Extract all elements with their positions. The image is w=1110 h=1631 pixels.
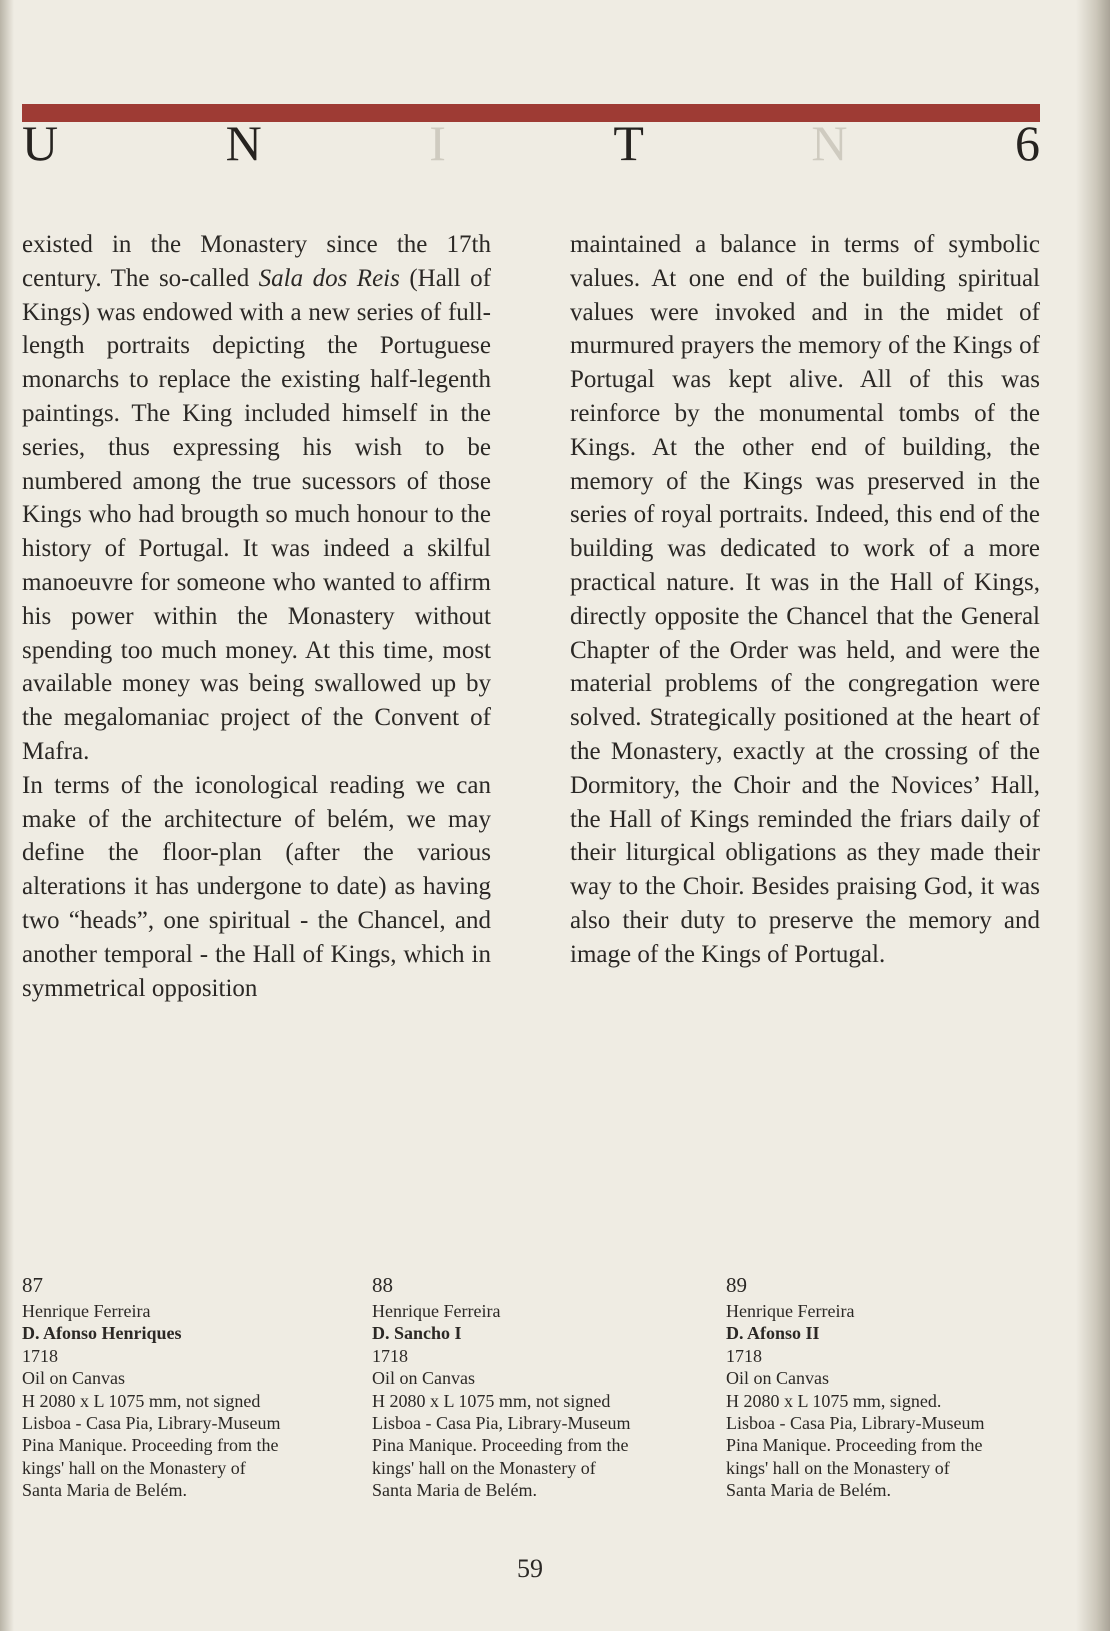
body-text: existed in the Monastery since the 17th century. The so-called [22,231,491,292]
header-letter-t: T [613,115,644,171]
caption-title: D. Sancho I [372,1323,462,1344]
caption-provenance: kings' hall on the Monastery of [22,1457,246,1478]
page-number: 59 [517,1554,543,1583]
caption-artist: Henrique Ferreira [22,1301,151,1321]
body-text: (Hall of Kings) was endowed with a new series of full-length portraits depicting the Portuguese monarchs to replace the existing half-legenth paintings. The King included himself in the series, thus expressing his wish to be numbered among the true sucessors of those Kings who had brougth so much honour to the history of Portugal. It was indeed a skilful manoeuvre for someone who wanted to affirm his power within the Monastery without spending too much money. At this time, most available money was being swallowed up by the megalomaniac project of the Convent of Mafra. [22,264,491,765]
caption-number: 88 [372,1273,393,1297]
caption-provenance: kings' hall on the Monastery of [726,1457,950,1478]
header-letter-n: N [225,115,262,171]
unit-header [22,112,1040,171]
caption-artist: Henrique Ferreira [726,1301,855,1321]
caption-provenance: Santa Maria de Belém. [726,1480,891,1501]
body-column-right [570,228,1040,972]
caption-number: 89 [726,1273,747,1297]
caption-title: D. Afonso II [726,1323,820,1344]
caption-provenance: Pina Manique. Proceeding from the [372,1435,629,1456]
body-paragraph: maintained a balance in terms of symbolic values. At one end of the building spiritual values were invoked and in the midet of murmured prayers the memory of the Kings of Portugal was kept alive. All of this was reinforce by the monumental tombs of the Kings. At the other end of building, the memory of the Kings was preserved in the series of royal portraits. Indeed, this end of the building was dedicated to work of a more practical nature. It was in the Hall of Kings, directly opposite the Chancel that the General Chapter of the Order was held, and were the material problems of the congregation were solved. Strategically positioned at the heart of the Monastery, exactly at the crossing of the Dormitory, the Choir and the Novices’ Hall, the Hall of Kings reminded the friars daily of their liturgical obligations as they made their way to the Choir. Besides praising God, it was also their duty to preserve the memory and image of the Kings of Portugal. [570,231,1040,968]
caption-dimensions: H 2080 x L 1075 mm, signed. [726,1390,942,1411]
body-paragraph: In terms of the iconological reading we can make of the architecture of belém, we may define the floor-plan (after the various alterations it has undergone to date) as having two “heads”, one spiritual - the Chancel, and another temporal - the Hall of Kings, which in symmetrical opposition [22,771,491,1002]
header-letter-u: U [22,115,59,171]
caption-medium: Oil on Canvas [726,1368,829,1389]
caption-medium: Oil on Canvas [22,1368,125,1389]
caption-title: D. Afonso Henriques [22,1323,182,1344]
caption-provenance: kings' hall on the Monastery of [372,1457,596,1478]
body-text-italic: Sala dos Reis [258,264,400,292]
caption-88 [372,1272,692,1502]
header-letter-n-2: N [811,115,848,171]
caption-location: Lisboa - Casa Pia, Library-Museum [22,1413,281,1434]
header-letter-i: I [429,115,446,171]
caption-provenance: Pina Manique. Proceeding from the [726,1435,983,1456]
page-edge-shadow [1076,0,1110,1631]
caption-location: Lisboa - Casa Pia, Library-Museum [372,1413,631,1434]
caption-provenance: Santa Maria de Belém. [22,1480,187,1501]
body-column-left [22,228,491,1005]
caption-year: 1718 [22,1345,58,1366]
body-paragraph [22,228,491,769]
caption-89 [726,1272,1046,1502]
caption-year: 1718 [726,1345,762,1366]
caption-year: 1718 [372,1345,408,1366]
caption-medium: Oil on Canvas [372,1368,475,1389]
caption-location: Lisboa - Casa Pia, Library-Museum [726,1413,985,1434]
caption-dimensions: H 2080 x L 1075 mm, not signed [22,1390,261,1411]
caption-provenance: Santa Maria de Belém. [372,1480,537,1501]
caption-dimensions: H 2080 x L 1075 mm, not signed [372,1390,611,1411]
caption-artist: Henrique Ferreira [372,1301,501,1321]
header-unit-number: 6 [1014,115,1040,171]
page-gutter-shadow [0,0,14,1631]
caption-87 [22,1272,342,1502]
caption-provenance: Pina Manique. Proceeding from the [22,1435,279,1456]
caption-number: 87 [22,1273,43,1297]
